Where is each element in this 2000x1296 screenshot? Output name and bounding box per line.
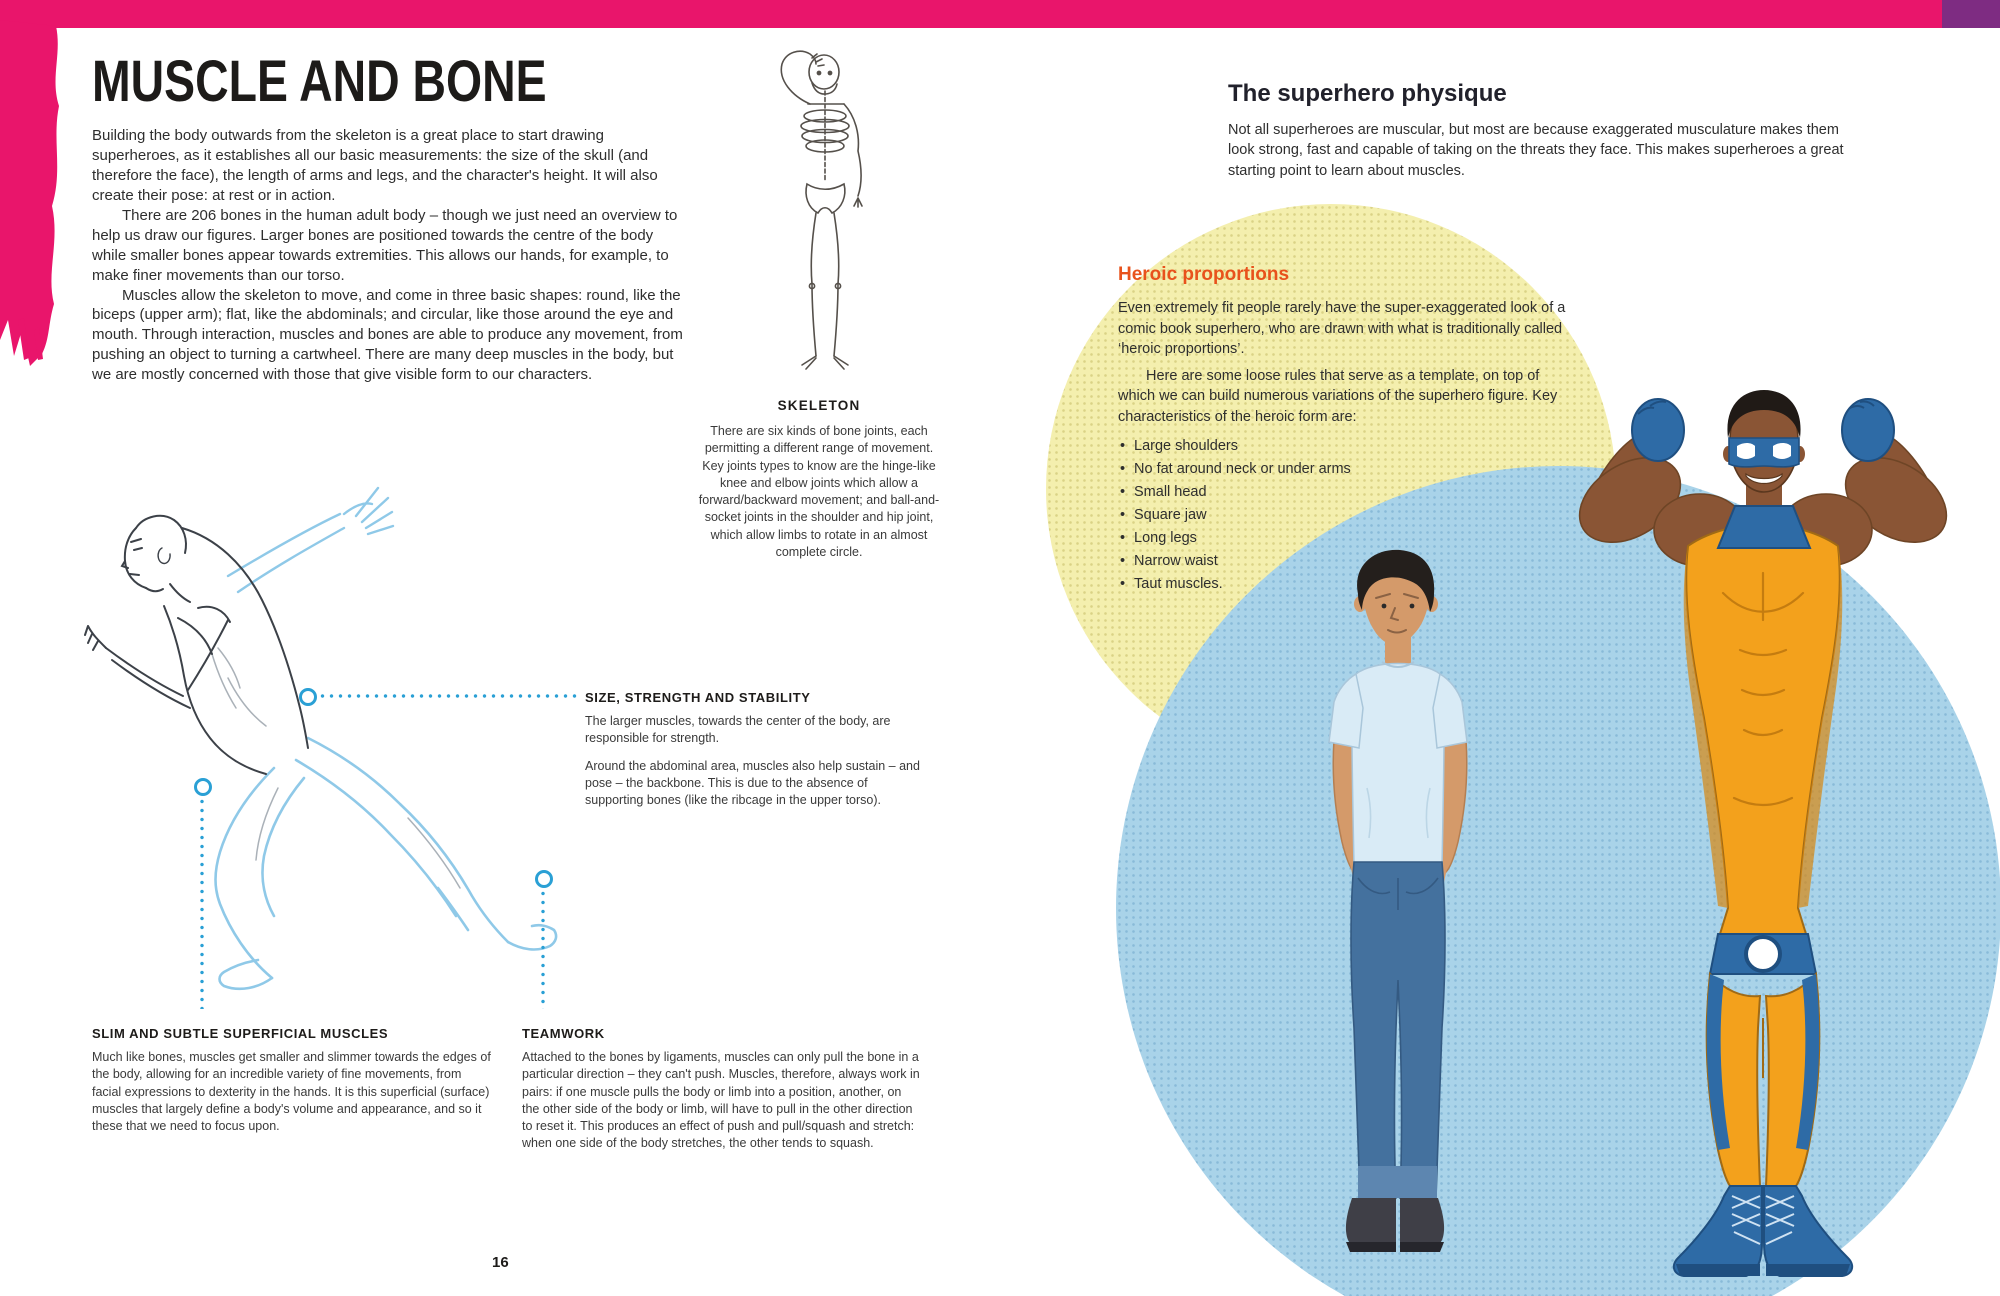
heroic-body: Even extremely fit people rarely have the super-exaggerated look of a comic book superhero, who are drawn with what is traditionally called ‘heroic proportions’.	[1118, 300, 1566, 358]
skeleton-illustration	[712, 46, 912, 394]
skeleton-caption-body: There are six kinds of bone joints, each permitting a different range of movement. Key joints types to know are the hinge-like knee and elbow joints which allow a forward/backward movement; and ball-and-socket joints in the shoulder and hip joint, which allow limbs to rotate in an almost complete circle.	[698, 424, 940, 559]
leader-line	[541, 889, 545, 1009]
callout-body: The larger muscles, towards the center of the body, are responsible for strength.	[585, 714, 891, 746]
callout-size-strength	[585, 690, 925, 819]
list-item: • Small head	[1118, 481, 1566, 504]
section-intro: Not all superheroes are muscular, but most are because exaggerated musculature makes them look strong, fast and capable of taking on the threats they face. This makes superheroes a great starting point to learn about muscles.	[1228, 122, 1844, 179]
joint-marker	[194, 778, 212, 796]
boy-illustration	[1292, 548, 1537, 1273]
callout-body: Much like bones, muscles get smaller and slimmer towards the edges of the body, allowing for an incredible variety of fine movements, from facial expressions to dexterity in the hands. It is this superficial (surface) muscles that largely define a body's volume and appearance, and so it these that we need to focus upon.	[92, 1050, 491, 1133]
callout-body: Attached to the bones by ligaments, muscles can only pull the bone in a particular direction – they can't push. Muscles, therefore, always work in pairs: if one muscle pulls the body or limb into a position, another, on the other side of the body or limb, will have to pull in the other direction to reset it. This produces an effect of push and pull/squash and stretch: when one side of the body stretches, the other tends to squash.	[522, 1050, 920, 1151]
section-heading: The superhero physique	[1228, 80, 1507, 107]
joint-marker	[299, 688, 317, 706]
callout-teamwork	[522, 1026, 920, 1163]
top-accent-bar-end	[1942, 0, 2000, 28]
intro-paragraph: There are 206 bones in the human adult body – though we just need an overview to help us draw our figures. Larger bones are positioned towards the centre of the body while smaller bones appear towards extremities. This allows our hands, for example, to make finer movements than our torso.	[92, 206, 678, 284]
list-item: • Square jaw	[1118, 504, 1566, 527]
page-number: 16	[492, 1254, 509, 1271]
list-item: • Large shoulders	[1118, 435, 1566, 458]
callout-superficial-muscles	[92, 1026, 494, 1145]
top-accent-bar	[0, 0, 2000, 28]
leader-line	[200, 797, 204, 1009]
brush-stroke-decoration	[0, 20, 74, 368]
skeleton-caption-title: SKELETON	[777, 398, 861, 413]
callout-body: Around the abdominal area, muscles also help sustain – and pose – the backbone. This is due to the absence of supporting bones (like the ribcage in the upper torso).	[585, 758, 920, 807]
heroic-body: Here are some loose rules that serve as a template, on top of which we can build numerous variations of the superhero figure. Key characteristics of the heroic form are:	[1118, 367, 1558, 425]
heroic-characteristics-list	[1118, 435, 1566, 596]
running-figure-illustration	[78, 468, 603, 1033]
heroic-title: Heroic proportions	[1118, 264, 1290, 285]
page-title: MUSCLE AND BONE	[92, 49, 547, 114]
skeleton-caption	[694, 398, 944, 561]
intro-copy	[92, 126, 684, 385]
intro-paragraph: Muscles allow the skeleton to move, and come in three basic shapes: round, like the biceps (upper arm); flat, like the abdominals; and circular, like those around the eye and mouth. Through interaction, muscles and bones are able to produce any movement, from pushing an object to turning a cartwheel. There are many deep muscles in the body, but we are mostly concerned with those that give visible form to our characters.	[92, 286, 683, 384]
heroic-proportions-panel	[1118, 264, 1566, 596]
list-item: • No fat around neck or under arms	[1118, 458, 1566, 481]
intro-paragraph: Building the body outwards from the skeleton is a great place to start drawing superheroes, as it establishes all our basic measurements: the size of the skull (and therefore the face), the length of arms and legs, and the character's height. It will also create their pose: at rest or in action.	[92, 127, 658, 204]
callout-title: SIZE, STRENGTH AND STABILITY	[585, 690, 811, 705]
callout-title: TEAMWORK	[522, 1026, 605, 1041]
list-item: • Long legs	[1118, 527, 1566, 550]
list-item: • Narrow waist	[1118, 550, 1566, 573]
callout-title: SLIM AND SUBTLE SUPERFICIAL MUSCLES	[92, 1026, 389, 1041]
superhero-illustration	[1538, 378, 1988, 1296]
leader-line	[318, 694, 578, 698]
list-item: • Taut muscles.	[1118, 573, 1566, 596]
joint-marker	[535, 870, 553, 888]
